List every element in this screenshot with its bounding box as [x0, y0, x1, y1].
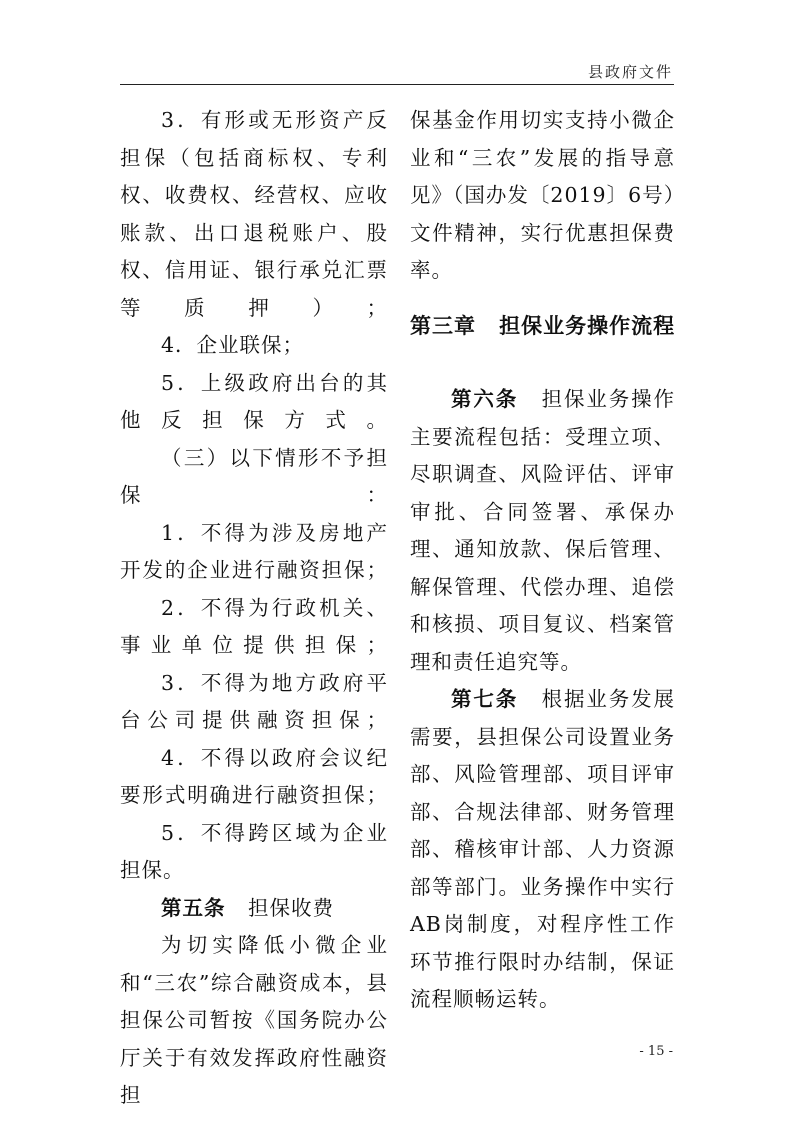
- article-7-paragraph: [410, 681, 675, 1019]
- paragraph: 5．上级政府出台的其他反担保方式。: [120, 370, 388, 432]
- paragraph: 5．不得跨区域为企业担保。: [120, 820, 388, 882]
- paragraph: （三）以下情形不予担保：: [120, 445, 388, 507]
- paragraph: 3．有形或无形资产反担保（包括商标权、专利权、收费权、经营权、应收账款、出口退税账户、股权、信用证、银行承兑汇票等质押）；: [120, 108, 388, 320]
- article-7-label: 第七条: [451, 687, 519, 711]
- paragraph: 保基金作用切实支持小微企业和“三农”发展的指导意见》（国办发〔2019〕6号）文件精神，实行优惠担保费率。: [410, 108, 675, 282]
- article-6-label: 第六条: [451, 387, 519, 411]
- paragraph: 2．不得为行政机关、事业单位提供担保；: [120, 595, 388, 657]
- article-5-title: 担保收费: [248, 895, 335, 920]
- right-column: [410, 102, 675, 1019]
- paragraph: 为切实降低小微企业和“三农”综合融资成本，县担保公司暂按《国务院办公厅关于有效发挥政府性融资担: [120, 933, 388, 1107]
- paragraph: 1．不得为涉及房地产开发的企业进行融资担保；: [120, 520, 388, 582]
- header-rule: [120, 84, 674, 85]
- article-5-heading: [120, 890, 388, 928]
- header-title: 县政府文件: [587, 63, 673, 81]
- paragraph: 3．不得为地方政府平台公司提供融资担保；: [120, 670, 388, 732]
- page-number: - 15 -: [639, 1044, 673, 1059]
- chapter-heading: [410, 290, 675, 382]
- paragraph: 4．企业联保；: [161, 333, 305, 357]
- left-column: [120, 102, 388, 1115]
- article-6-text: 担保业务操作主要流程包括：受理立项、尽职调查、风险评估、评审审批、合同签署、承保办理、通知放款、保后管理、解保管理、代偿办理、追偿和核损、项目复议、档案管理和责任追究等。: [410, 387, 676, 674]
- article-6-paragraph: [410, 381, 675, 681]
- article-7-text: 根据业务发展需要，县担保公司设置业务部、风险管理部、项目评审部、合规法律部、财务管理部、稽核审计部、人力资源部等部门。业务操作中实行AB岗制度，对程序性工作环节推行限时办结制，保证流程顺畅运转。: [410, 687, 676, 1011]
- chapter-label: 第三章: [410, 313, 476, 338]
- article-5-label: 第五条: [161, 895, 226, 920]
- chapter-title: 担保业务操作流程: [499, 313, 676, 338]
- paragraph: 4．不得以政府会议纪要形式明确进行融资担保；: [120, 745, 388, 807]
